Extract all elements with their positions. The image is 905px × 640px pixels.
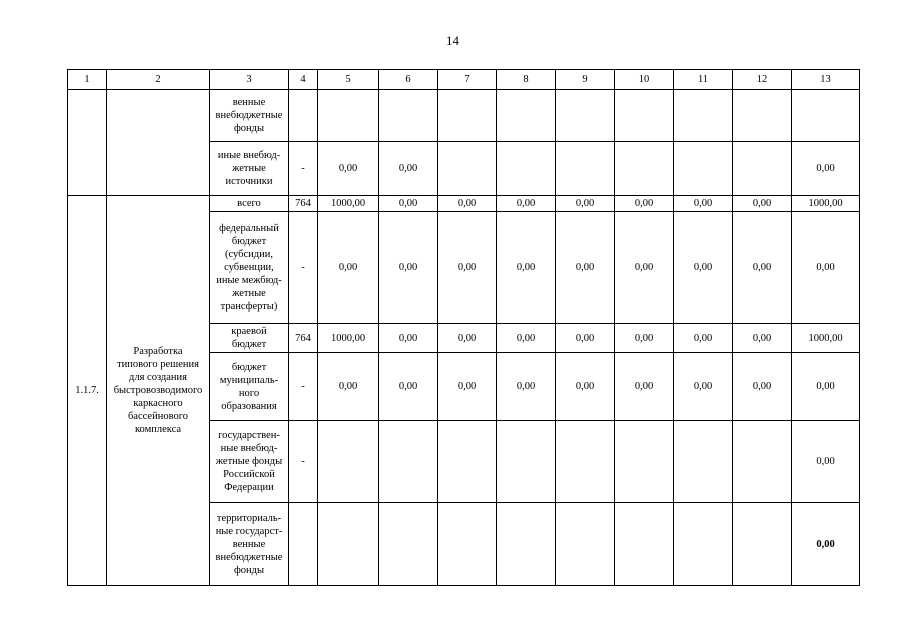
column-header-1: 1 xyxy=(68,70,107,90)
value-cell: 0,00 xyxy=(438,212,497,324)
value-cell xyxy=(438,142,497,196)
column-header-4: 4 xyxy=(289,70,318,90)
value-cell: 0,00 xyxy=(792,503,860,586)
item-number-cell xyxy=(68,90,107,196)
value-cell xyxy=(497,142,556,196)
value-cell: 0,00 xyxy=(438,324,497,353)
value-cell xyxy=(438,503,497,586)
value-cell: 0,00 xyxy=(792,421,860,503)
value-cell: 0,00 xyxy=(318,212,379,324)
column-header-6: 6 xyxy=(379,70,438,90)
column-header-9: 9 xyxy=(556,70,615,90)
value-cell: 0,00 xyxy=(615,353,674,421)
value-cell: 0,00 xyxy=(615,324,674,353)
column-header-8: 8 xyxy=(497,70,556,90)
value-cell xyxy=(733,421,792,503)
value-cell xyxy=(733,142,792,196)
value-cell xyxy=(674,90,733,142)
value-cell: 0,00 xyxy=(438,196,497,212)
value-cell: 0,00 xyxy=(438,353,497,421)
funding-source: федеральный бюджет (субсидии, субвенции, иные межбюд- жетные трансферты) xyxy=(210,212,289,324)
value-cell xyxy=(497,421,556,503)
value-cell: 0,00 xyxy=(497,212,556,324)
value-cell xyxy=(733,503,792,586)
value-cell: 0,00 xyxy=(556,353,615,421)
value-cell: 0,00 xyxy=(792,142,860,196)
column-header-11: 11 xyxy=(674,70,733,90)
value-cell xyxy=(674,142,733,196)
value-cell xyxy=(379,503,438,586)
value-cell: 1000,00 xyxy=(792,196,860,212)
value-cell: 0,00 xyxy=(674,324,733,353)
value-cell xyxy=(497,503,556,586)
code-cell xyxy=(289,503,318,586)
value-cell xyxy=(674,421,733,503)
value-cell: 1000,00 xyxy=(792,324,860,353)
budget-table xyxy=(67,69,860,586)
code-cell: 764 xyxy=(289,324,318,353)
value-cell: 0,00 xyxy=(792,212,860,324)
code-cell xyxy=(289,90,318,142)
value-cell xyxy=(615,90,674,142)
value-cell: 0,00 xyxy=(318,142,379,196)
value-cell xyxy=(615,503,674,586)
value-cell: 0,00 xyxy=(379,142,438,196)
column-header-13: 13 xyxy=(792,70,860,90)
column-header-7: 7 xyxy=(438,70,497,90)
column-header-12: 12 xyxy=(733,70,792,90)
value-cell: 0,00 xyxy=(674,196,733,212)
table-body xyxy=(68,70,860,586)
funding-source: бюджет муниципаль- ного образования xyxy=(210,353,289,421)
value-cell: 0,00 xyxy=(379,212,438,324)
value-cell xyxy=(615,421,674,503)
funding-source: краевой бюджет xyxy=(210,324,289,353)
code-cell: - xyxy=(289,212,318,324)
value-cell: 0,00 xyxy=(733,324,792,353)
funding-source: государствен- ные внебюд- жетные фонды Российской Федерации xyxy=(210,421,289,503)
value-cell: 0,00 xyxy=(615,212,674,324)
funding-source: венные внебюджетные фонды xyxy=(210,90,289,142)
value-cell: 0,00 xyxy=(733,212,792,324)
value-cell xyxy=(792,90,860,142)
value-cell xyxy=(733,90,792,142)
column-header-5: 5 xyxy=(318,70,379,90)
value-cell: 0,00 xyxy=(556,196,615,212)
code-cell: - xyxy=(289,353,318,421)
value-cell: 0,00 xyxy=(556,212,615,324)
code-cell: - xyxy=(289,421,318,503)
header-row xyxy=(68,70,860,90)
value-cell xyxy=(438,90,497,142)
value-cell xyxy=(556,142,615,196)
value-cell: 0,00 xyxy=(379,353,438,421)
value-cell xyxy=(615,142,674,196)
value-cell: 1000,00 xyxy=(318,196,379,212)
item-number: 1.1.7. xyxy=(68,196,107,586)
value-cell: 0,00 xyxy=(674,212,733,324)
table-row xyxy=(68,90,860,142)
item-name-cell xyxy=(107,90,210,196)
column-header-10: 10 xyxy=(615,70,674,90)
value-cell xyxy=(674,503,733,586)
value-cell xyxy=(556,503,615,586)
value-cell: 0,00 xyxy=(379,324,438,353)
value-cell: 0,00 xyxy=(497,196,556,212)
code-cell: 764 xyxy=(289,196,318,212)
value-cell xyxy=(556,90,615,142)
value-cell: 0,00 xyxy=(733,196,792,212)
funding-source: иные внебюд- жетные источники xyxy=(210,142,289,196)
column-header-2: 2 xyxy=(107,70,210,90)
value-cell xyxy=(379,90,438,142)
value-cell: 0,00 xyxy=(674,353,733,421)
value-cell: 0,00 xyxy=(556,324,615,353)
value-cell xyxy=(318,90,379,142)
column-header-3: 3 xyxy=(210,70,289,90)
code-cell: - xyxy=(289,142,318,196)
item-name: Разработка типового решения для создания быстровозводимого каркасного бассейнового комплекса xyxy=(107,196,210,586)
table-row xyxy=(68,196,860,212)
funding-source: всего xyxy=(210,196,289,212)
value-cell: 0,00 xyxy=(379,196,438,212)
page-number: 14 xyxy=(446,33,459,48)
value-cell xyxy=(497,90,556,142)
value-cell: 0,00 xyxy=(792,353,860,421)
value-cell: 0,00 xyxy=(497,353,556,421)
value-cell: 0,00 xyxy=(318,353,379,421)
value-cell xyxy=(318,503,379,586)
value-cell: 0,00 xyxy=(733,353,792,421)
value-cell xyxy=(438,421,497,503)
value-cell: 1000,00 xyxy=(318,324,379,353)
value-cell: 0,00 xyxy=(497,324,556,353)
value-cell xyxy=(379,421,438,503)
funding-source: территориаль- ные государст- венные внебюджетные фонды xyxy=(210,503,289,586)
value-cell xyxy=(556,421,615,503)
value-cell xyxy=(318,421,379,503)
value-cell: 0,00 xyxy=(615,196,674,212)
